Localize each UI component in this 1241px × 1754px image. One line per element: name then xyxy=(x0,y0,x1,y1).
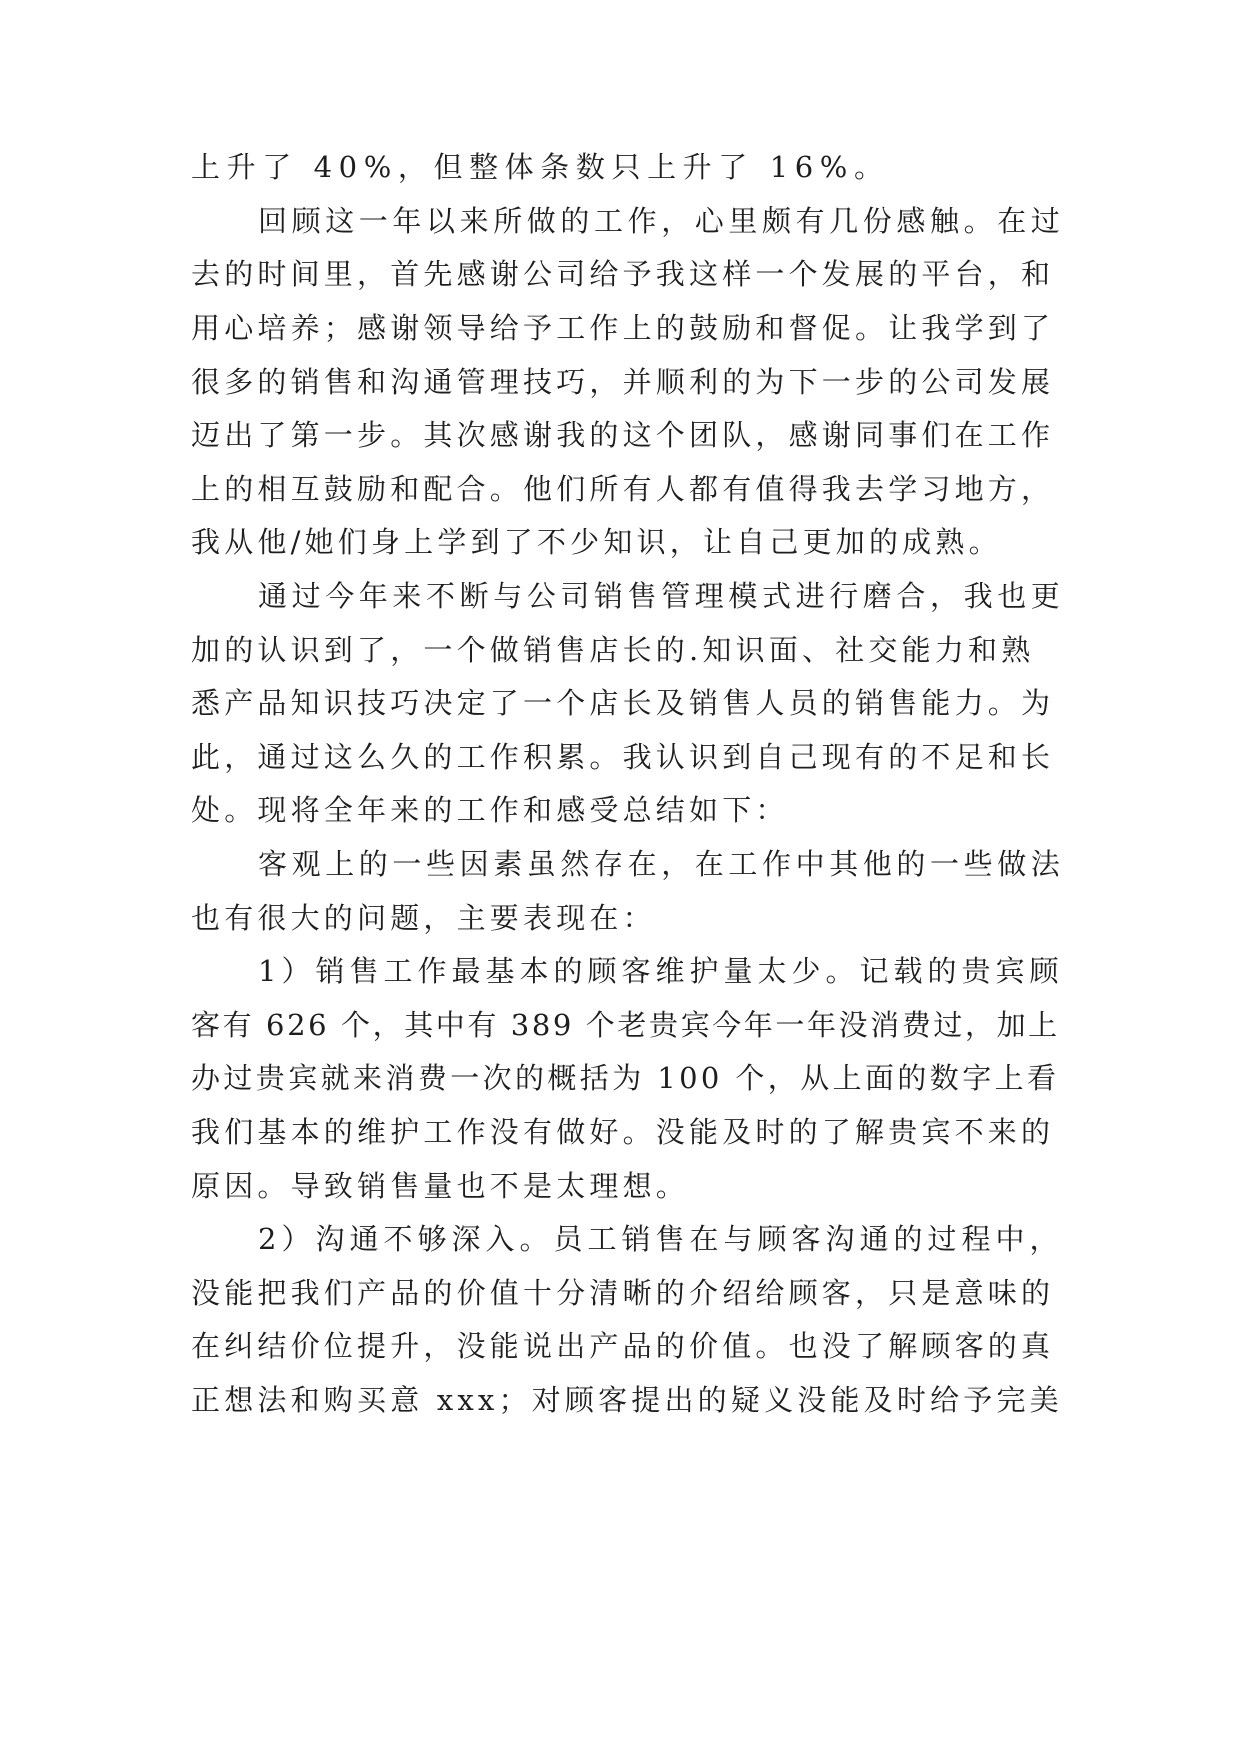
text-line: 此，通过这么久的工作积累。我认识到自己现有的不足和长 xyxy=(191,740,1055,774)
text-line: 办过贵宾就来消费一次的概括为 100 个，从上面的数字上看 xyxy=(191,1061,1060,1095)
text-line: 悉产品知识技巧决定了一个店长及销售人员的销售能力。为 xyxy=(191,686,1055,720)
text-line: 处。现将全年来的工作和感受总结如下： xyxy=(191,793,789,827)
paragraph-first-line: 通过今年来不断与公司销售管理模式进行磨合，我也更 xyxy=(258,579,1065,613)
text-line: 去的时间里，首先感谢公司给予我这样一个发展的平台，和 xyxy=(191,257,1055,291)
text-line: 很多的销售和沟通管理技巧，并顺利的为下一步的公司发展 xyxy=(191,365,1055,399)
text-line: 原因。导致销售量也不是太理想。 xyxy=(191,1169,690,1203)
text-line: 加的认识到了，一个做销售店长的.知识面、社交能力和熟 xyxy=(191,633,1035,667)
list-item-2-first-line: 2）沟通不够深入。员工销售在与顾客沟通的过程中， xyxy=(258,1222,1064,1256)
text-line: 也有很大的问题，主要表现在： xyxy=(191,901,656,935)
text-line: 上的相互鼓励和配合。他们所有人都有值得我去学习地方， xyxy=(191,472,1055,506)
text-line: 用心培养；感谢领导给予工作上的鼓励和督促。让我学到了 xyxy=(191,311,1055,345)
text-line: 在纠结价位提升，没能说出产品的价值。也没了解顾客的真 xyxy=(191,1329,1055,1363)
text-line: 没能把我们产品的价值十分清晰的介绍给顾客，只是意味的 xyxy=(191,1276,1055,1310)
text-line: 上升了 40%，但整体条数只上升了 16%。 xyxy=(191,150,890,184)
paragraph-first-line: 客观上的一些因素虽然存在，在工作中其他的一些做法 xyxy=(258,847,1065,881)
paragraph-first-line: 回顾这一年以来所做的工作，心里颇有几份感触。在过 xyxy=(258,204,1065,238)
text-line: 正想法和购买意 xxx；对顾客提出的疑义没能及时给予完美 xyxy=(191,1383,1063,1417)
text-line: 我从他/她们身上学到了不少知识，让自己更加的成熟。 xyxy=(191,525,1002,559)
text-line: 迈出了第一步。其次感谢我的这个团队，感谢同事们在工作 xyxy=(191,418,1055,452)
text-line: 客有 626 个，其中有 389 个老贵宾今年一年没消费过，加上 xyxy=(191,1008,1060,1042)
text-line: 我们基本的维护工作没有做好。没能及时的了解贵宾不来的 xyxy=(191,1115,1055,1149)
list-item-1-first-line: 1）销售工作最基本的顾客维护量太少。记载的贵宾顾 xyxy=(258,954,1064,988)
